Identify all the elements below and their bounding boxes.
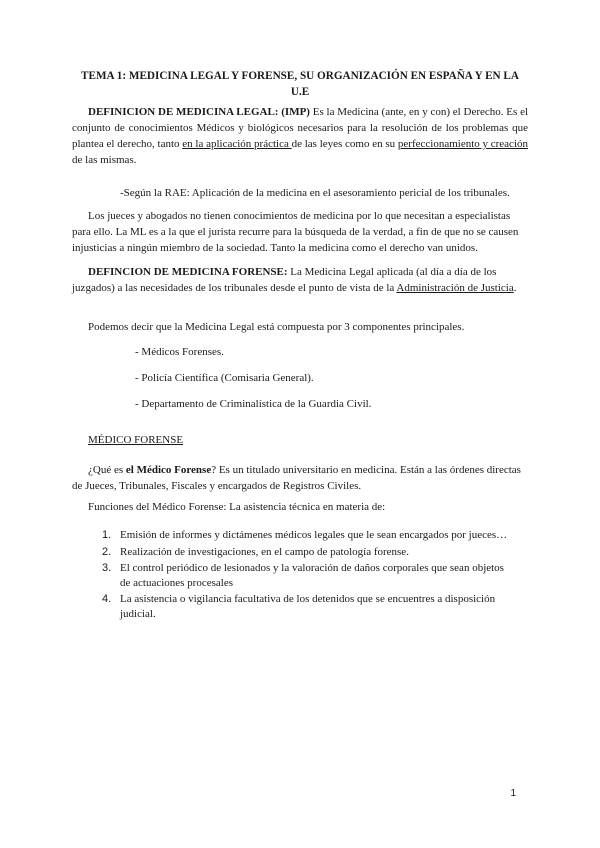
underlined-phrase-administracion: Administración de Justicia [396, 282, 514, 294]
list-item-text: Realización de investigaciones, en el campo de patología forense. [120, 545, 409, 558]
list-item [100, 592, 510, 621]
definition-legal-paragraph [72, 104, 528, 168]
definition-legal-heading: DEFINICION DE MEDICINA LEGAL: [88, 106, 279, 118]
definition-legal-text-1: Es la Medicina (ante, en y con) el Derecho. Es el conjunto de conocimientos Médicos y biológicos necesarios para la resolución de los problemas que plantea el derecho, tanto [72, 106, 529, 150]
component-item-guardia-civil: - Departamento de Criminalística de la Guardia Civil. [135, 398, 372, 410]
definition-forense-text-2: . [513, 282, 517, 294]
components-intro: Podemos decir que la Medicina Legal está compuesta por 3 componentes principales. [88, 321, 465, 333]
list-item-number: 2. [102, 545, 112, 558]
component-item-policia: - Policía Científica (Comisaria General). [135, 372, 314, 384]
functions-intro: Funciones del Médico Forense: La asistencia técnica en materia de: [88, 501, 386, 513]
definition-forense-text-1: La Medicina Legal aplicada (al día a día de los juzgados) a las necesidades de los tribunales desde el punto de vista de la [72, 266, 497, 294]
definition-legal-abbr: (IMP) [281, 106, 310, 118]
page-number: 1 [510, 788, 516, 799]
judges-paragraph: Los jueces y abogados no tienen conocimientos de medicina por lo que necesitan a especialistas para ello. La ML es a la que el jurista recurre para la búsqueda de la verdad, a fin de que no se causen injusticias a ningún miembro de la sociedad. Tanto la medicina como el derecho van unidos. [72, 210, 519, 254]
list-item-number: 3. [102, 562, 112, 574]
list-item [100, 561, 510, 590]
what-is-text-2: ? Es un titulado universitario en medicina. Están a las órdenes directas de Jueces, Tribunales, Fiscales y encargados de Registros Civiles. [72, 464, 521, 492]
definition-legal-text-3: de las mismas. [72, 154, 137, 166]
what-is-text-1: ¿Qué es [88, 464, 126, 476]
list-item [100, 528, 510, 543]
rae-definition: -Según la RAE: Aplicación de la medicina en el asesoramiento pericial de los tribunales. [120, 187, 510, 199]
what-is-bold-term: el Médico Forense [125, 464, 212, 476]
list-item-number: 4. [102, 593, 112, 605]
component-item-medicos: - Médicos Forenses. [135, 346, 224, 358]
definition-forense-paragraph [72, 264, 528, 296]
functions-list [100, 528, 510, 623]
list-item [100, 545, 510, 560]
definition-forense-heading: DEFINCION DE MEDICINA FORENSE: [88, 266, 288, 278]
what-is-paragraph [72, 462, 528, 494]
underlined-phrase-aplicacion: en la aplicación práctica [182, 138, 292, 150]
underlined-phrase-perfeccionamiento: perfeccionamiento y creación [397, 138, 528, 150]
document-title: TEMA 1: MEDICINA LEGAL Y FORENSE, SU ORGANIZACIÓN EN ESPAÑA Y EN LA U.E [81, 70, 519, 98]
definition-legal-text-2: de las leyes como en su [291, 138, 398, 150]
list-item-text: La asistencia o vigilancia facultativa de los detenidos que se encuentres a disposición judicial. [120, 593, 496, 620]
list-item-text: El control periódico de lesionados y la valoración de daños corporales que sean objetos de actuaciones procesales [120, 562, 504, 589]
list-item-number: 1. [102, 529, 112, 541]
section-heading-medico-forense: MÉDICO FORENSE [88, 434, 184, 446]
list-item-text: Emisión de informes y dictámenes médicos legales que le sean encargados por jueces… [120, 529, 508, 541]
